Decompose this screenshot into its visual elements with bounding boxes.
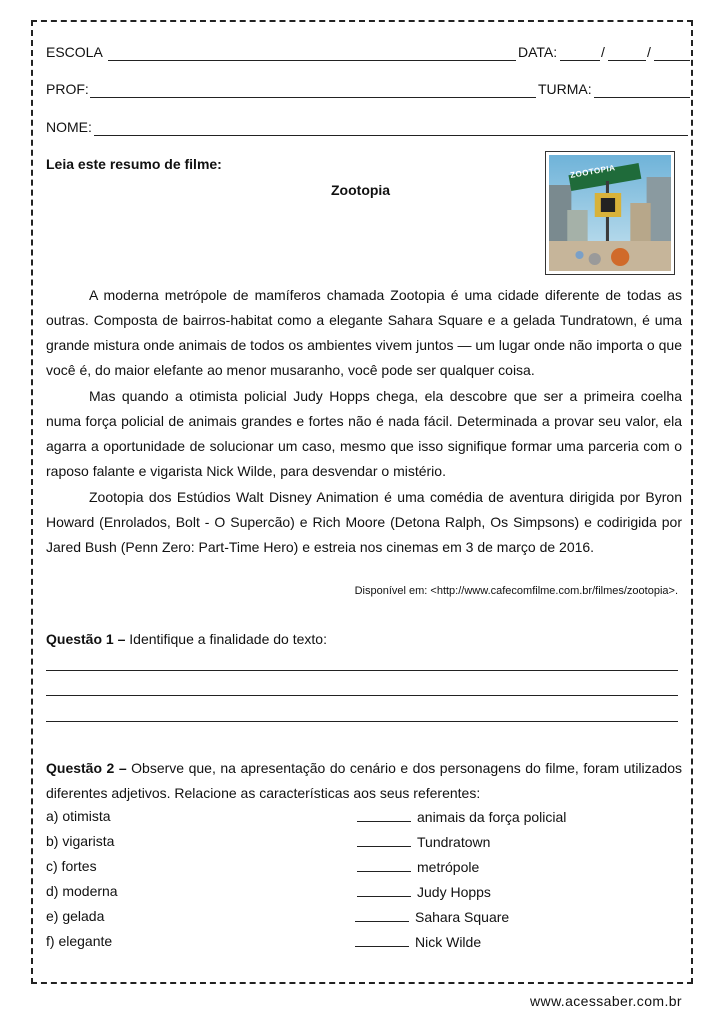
match-row bbox=[355, 933, 481, 950]
paragraph-2: Mas quando a otimista policial Judy Hopps chega, ela descobre que ser a primeira coelha numa força policial de animais grandes e fortes não é nada fácil. Determinada a provar seu valor, ela agarra a oportunidade de solucionar um caso, mesmo que isso signifique formar uma parceria com o raposo falante e vigarista Nick Wilde, para desvendar o mistério. bbox=[46, 388, 682, 479]
match-row bbox=[355, 908, 509, 925]
worksheet-border bbox=[31, 20, 693, 984]
question-2-label: Questão 2 – bbox=[46, 760, 127, 776]
question-1 bbox=[46, 631, 327, 647]
answer-line[interactable] bbox=[46, 721, 678, 722]
question-2 bbox=[46, 756, 682, 806]
question-2-text: Observe que, na apresentação do cenário e dos personagens do filme, foram utilizados diferentes adjetivos. Relacione as características aos seus referentes: bbox=[46, 760, 683, 801]
referent-item: Tundratown bbox=[417, 834, 491, 850]
match-blank[interactable] bbox=[355, 933, 409, 947]
adjective-item: d) moderna bbox=[46, 883, 118, 899]
adjective-item: e) gelada bbox=[46, 908, 105, 924]
school-label: ESCOLA bbox=[46, 44, 103, 60]
header-row-school bbox=[46, 44, 682, 64]
paragraph-3: Zootopia dos Estúdios Walt Disney Animation é uma comédia de aventura dirigida por Byron Howard (Enrolados, Bolt - O Supercão) e Rich Moore (Detona Ralph, Os Simpsons) e codirigida por Jared Bush (Penn Zero: Part-Time Hero) e estreia nos cinemas em 3 de março de 2016. bbox=[46, 489, 682, 555]
referent-item: Sahara Square bbox=[415, 909, 510, 925]
poster-logo: ZOOTOPIA bbox=[569, 163, 617, 180]
date-day-field[interactable] bbox=[560, 60, 600, 61]
source-citation: Disponível em: <http://www.cafecomfilme.com.br/filmes/zootopia>. bbox=[354, 585, 678, 597]
referent-item: animais da força policial bbox=[417, 809, 567, 825]
paragraph-1: A moderna metrópole de mamíferos chamada Zootopia é uma cidade diferente de todas as outras. Composta de bairros-habitat como a elegante Sahara Square e a gelada Tundratown, é uma grande mistura onde animais de todos os ambientes vivem juntos — um lugar onde não importa o que você é, do maior elefante ao menor musaranho, você pode ser qualquer coisa. bbox=[46, 287, 682, 378]
match-blank[interactable] bbox=[357, 883, 411, 897]
date-year-field[interactable] bbox=[654, 60, 690, 61]
answer-line[interactable] bbox=[46, 670, 678, 671]
name-label: NOME: bbox=[46, 119, 92, 135]
film-title: Zootopia bbox=[331, 182, 391, 198]
date-label: DATA: bbox=[518, 44, 558, 60]
name-field[interactable] bbox=[94, 135, 688, 136]
header-row-name bbox=[46, 119, 682, 139]
match-blank[interactable] bbox=[357, 833, 411, 847]
teacher-field[interactable] bbox=[90, 97, 536, 98]
answer-line[interactable] bbox=[46, 695, 678, 696]
match-row bbox=[357, 883, 491, 900]
date-month-field[interactable] bbox=[608, 60, 646, 61]
adjective-item: a) otimista bbox=[46, 808, 111, 824]
referent-item: Judy Hopps bbox=[417, 884, 491, 900]
class-field[interactable] bbox=[594, 97, 690, 98]
question-1-label: Questão 1 – bbox=[46, 631, 126, 647]
instruction: Leia este resumo de filme: bbox=[46, 156, 222, 172]
adjective-item: f) elegante bbox=[46, 933, 113, 949]
adjective-item: b) vigarista bbox=[46, 833, 115, 849]
adjective-item: c) fortes bbox=[46, 858, 97, 874]
match-row bbox=[357, 858, 479, 875]
match-row bbox=[357, 833, 490, 850]
movie-poster bbox=[545, 151, 675, 275]
header-row-teacher bbox=[46, 81, 682, 101]
school-field[interactable] bbox=[108, 60, 516, 61]
match-blank[interactable] bbox=[357, 858, 411, 872]
date-separator: / bbox=[647, 44, 651, 60]
match-blank[interactable] bbox=[355, 908, 409, 922]
match-blank[interactable] bbox=[357, 808, 411, 822]
footer-website: www.acessaber.com.br bbox=[530, 993, 682, 1009]
match-row bbox=[357, 808, 566, 825]
date-separator: / bbox=[601, 44, 605, 60]
referent-item: metrópole bbox=[417, 859, 480, 875]
question-1-text: Identifique a finalidade do texto: bbox=[129, 631, 327, 647]
teacher-label: PROF: bbox=[46, 81, 89, 97]
class-label: TURMA: bbox=[538, 81, 592, 97]
referent-item: Nick Wilde bbox=[415, 934, 482, 950]
